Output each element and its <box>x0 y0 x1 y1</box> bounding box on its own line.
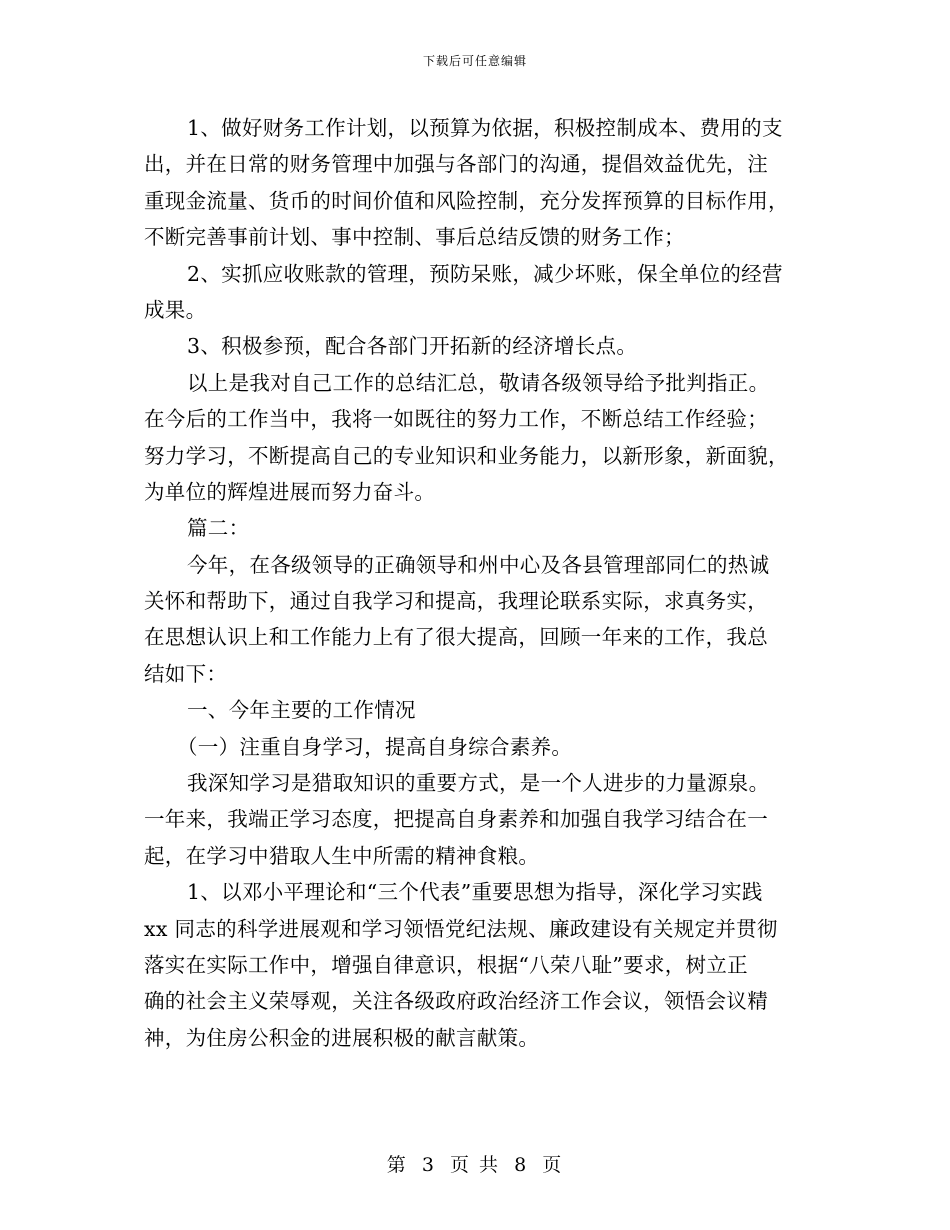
document-body <box>144 110 810 1056</box>
text-line: 一、今年主要的工作情况 <box>187 698 416 723</box>
page-header: 下载后可任意编辑 <box>422 54 527 68</box>
text-line: 1、做好财务工作计划，以预算为依据，积极控制成本、费用的支 <box>187 116 783 140</box>
text-line: 关怀和帮助下，通过自我学习和提高，我理论联系实际，求真务实， <box>144 589 768 614</box>
text-line: （一）注重自身学习，提高自身综合素养。 <box>177 734 573 759</box>
text-line: 今年，在各级领导的正确领导和州中心及各县管理部同仁的热诚 <box>187 552 770 577</box>
text-line: 在思想认识上和工作能力上有了很大提高，回顾一年来的工作，我总 <box>144 625 768 650</box>
text-line: 以上是我对自己工作的总结汇总，敬请各级领导给予批判指正。 <box>187 370 770 395</box>
page-footer <box>0 1150 950 1177</box>
text-line: 起，在学习中猎取人生中所需的精神食粮。 <box>144 843 540 868</box>
text-line: 神，为住房公积金的进展积极的献言献策。 <box>144 1025 540 1050</box>
footer-total-pages: 8 <box>514 1154 529 1176</box>
text-line: xx 同志的科学进展观和学习领悟党纪法规、廉政建设有关规定并贯彻 <box>144 916 778 941</box>
text-line: 出，并在日常的财务管理中加强与各部门的沟通，提倡效益优先，注 <box>144 152 768 177</box>
text-line: 结如下： <box>144 661 228 686</box>
footer-page-number: 3 <box>421 1154 436 1176</box>
text-line: 成果。 <box>144 297 207 322</box>
text-line: 落实在实际工作中，增强自律意识，根据“八荣八耻”要求，树立正 <box>144 952 748 977</box>
footer-prefix: 第 <box>386 1154 408 1176</box>
footer-middle: 页 共 <box>449 1154 501 1176</box>
text-line: 在今后的工作当中，我将一如既往的努力工作，不断总结工作经验； <box>144 407 768 432</box>
text-line: 确的社会主义荣辱观，关注各级政府政治经济工作会议，领悟会议精 <box>144 989 768 1014</box>
text-line: 3、积极参预，配合各部门开拓新的经济增长点。 <box>187 334 638 359</box>
text-line: 一年来，我端正学习态度，把提高自身素养和加强自我学习结合在一 <box>144 807 768 832</box>
text-line: 2、实抓应收账款的管理，预防呆账，减少坏账，保全单位的经营 <box>187 261 783 286</box>
text-line: 为单位的辉煌进展而努力奋斗。 <box>144 479 436 504</box>
text-line: 1、以邓小平理论和“三个代表”重要思想为指导，深化学习实践 <box>187 880 763 905</box>
text-line: 不断完善事前计划、事中控制、事后总结反馈的财务工作； <box>144 225 685 250</box>
footer-suffix: 页 <box>542 1154 564 1176</box>
text-line: 篇二： <box>187 516 250 541</box>
text-line: 重现金流量、货币的时间价值和风险控制，充分发挥预算的目标作用， <box>144 188 789 213</box>
text-line: 努力学习，不断提高自己的专业知识和业务能力，以新形象，新面貌， <box>144 443 789 468</box>
text-line: 我深知学习是猎取知识的重要方式，是一个人进步的力量源泉。 <box>187 771 770 796</box>
